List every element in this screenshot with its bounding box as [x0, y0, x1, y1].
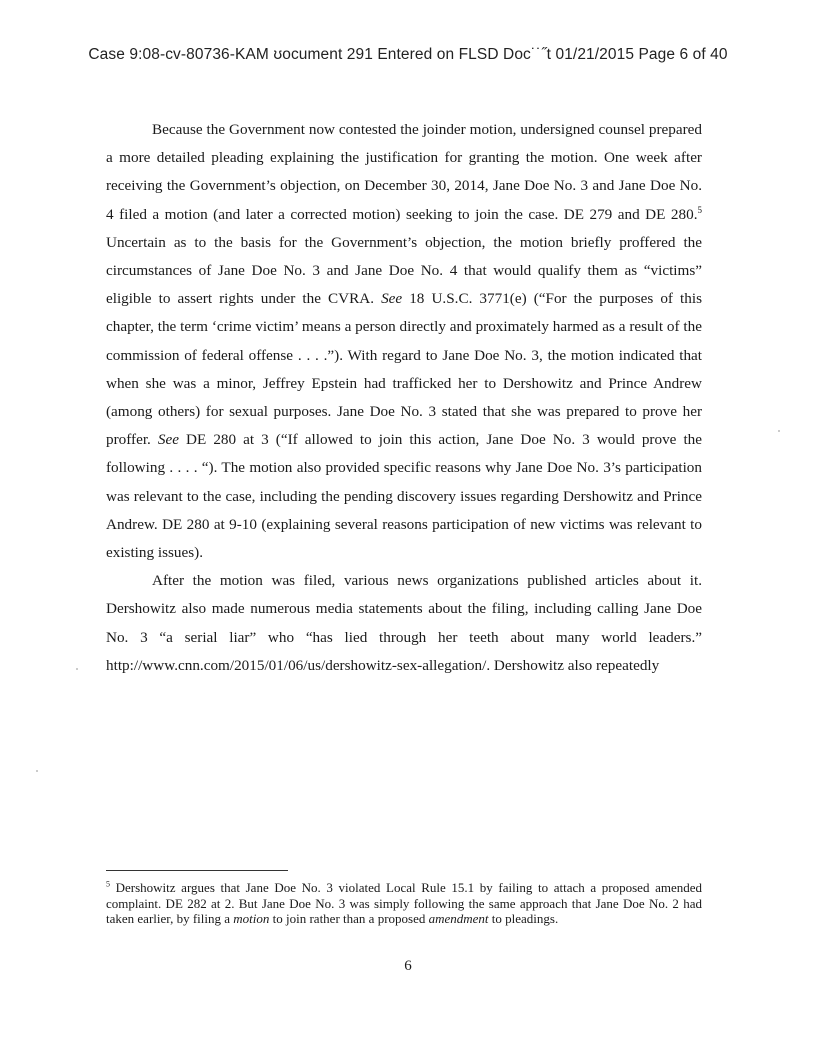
paragraph-1-text-c: 18 U.S.C. 3771(e) (“For the purposes of this chapter, the term ‘crime victim’ means a person directly and proximately harmed as a result of the commission of federal offense . . . .”). With regard to Jane Doe No. 3, the motion indicated that when she was a minor, Jeffrey Epstein had trafficked her to Dershowitz and Prince Andrew (among others) for sexual purposes. Jane Doe No. 3 stated that she was prepared to prove her proffer.: [106, 290, 702, 449]
footnote-number: 5: [106, 879, 110, 889]
page-number: 6: [404, 958, 412, 974]
scan-speck: [778, 430, 780, 432]
paragraph-1: [106, 116, 702, 567]
document-body: [106, 116, 702, 680]
footnote-text-b: to join rather than a proposed: [269, 911, 429, 926]
footnote-emphasis-amendment: amendment: [428, 911, 489, 926]
paragraph-2: After the motion was filed, various news organizations published articles about it. Dershowitz also made numerous media statements about the filing, including calling Jane Doe No. 3 “a serial liar” who “has lied through her teeth about many world leaders.” http://www.cnn.com/2015/01/06/us/dershowitz-sex-allegation/. Dershowitz also repeatedly: [106, 572, 702, 674]
footnote-divider: [106, 870, 288, 871]
paragraph-1-text-d: DE 280 at 3 (“If allowed to join this action, Jane Doe No. 3 would prove the following . . . . “). The motion also provided specific reasons why Jane Doe No. 3’s participation was relevant to the case, including the pending discovery issues regarding Dershowitz and Prince Andrew. DE 280 at 9-10 (explaining several reasons participation of new victims was relevant to existing issues).: [106, 431, 703, 562]
signal-see: See: [157, 431, 179, 449]
scan-speck: [76, 668, 78, 670]
footnote-text-a: Dershowitz argues that Jane Doe No. 3 violated Local Rule 15.1 by failing to attach a proposed amended complaint. DE 282 at 2. But Jane Doe No. 3 was simply following the same approach that Jane Doe No. 2 had taken earlier, by filing a: [106, 880, 702, 926]
footnote-ref-5: 5: [697, 204, 702, 215]
paragraph-1-text-b: Uncertain as to the basis for the Government’s objection, the motion briefly proffered the circumstances of Jane Doe No. 3 and Jane Doe No. 4 that would qualify them as “victims” eligible to assert rights under the CVRA.: [106, 233, 702, 308]
case-header: Case 9:08-cv-80736-KAM ʊocument 291 Entered on FLSD Doc˙˙˝t 01/21/2015 Page 6 of 40: [88, 46, 728, 63]
footnote-5: [106, 880, 702, 927]
paragraph-1-text-a: Because the Government now contested the joinder motion, undersigned counsel prepared a more detailed pleading explaining the justification for granting the motion. One week after receiving the Government’s objection, on December 30, 2014, Jane Doe No. 3 and Jane Doe No. 4 filed a motion (and later a corrected motion) seeking to join the case. DE 279 and DE 280.: [106, 121, 702, 223]
signal-see: See: [381, 290, 403, 308]
scan-speck: [36, 770, 38, 772]
footnote-emphasis-motion: motion: [233, 911, 270, 926]
footnote-text-c: to pleadings.: [488, 911, 559, 926]
